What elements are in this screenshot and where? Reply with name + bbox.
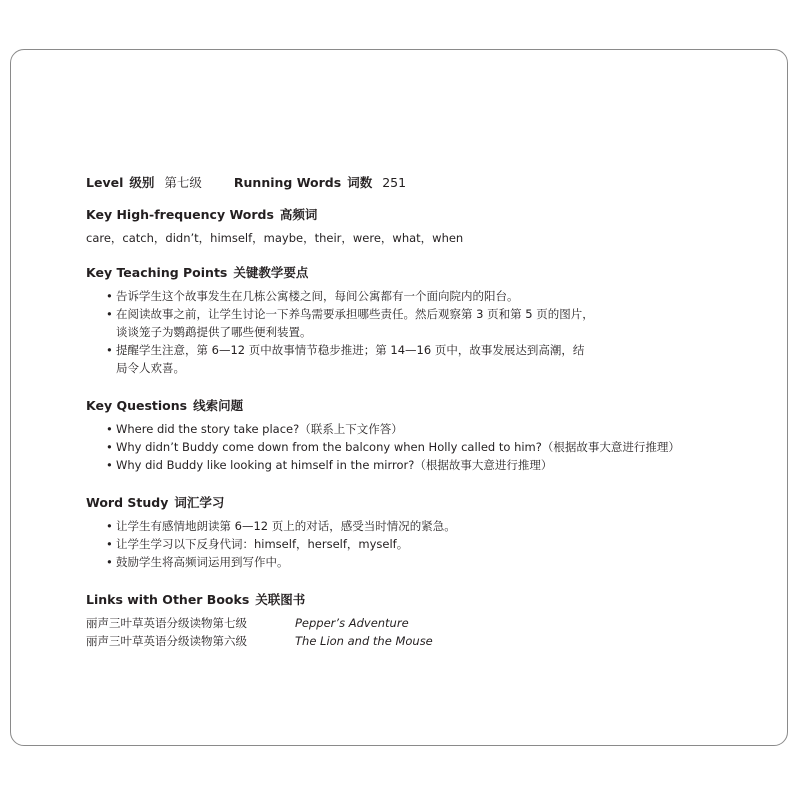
list-item-line: 告诉学生这个故事发生在几栋公寓楼之间，每间公寓都有一个面向院内的阳台。 bbox=[116, 289, 519, 303]
level-label-cn: 级别 bbox=[129, 175, 155, 190]
links-list bbox=[86, 614, 706, 650]
running-words-value: 251 bbox=[382, 175, 407, 190]
key-words-heading-cn: 高频词 bbox=[279, 207, 318, 222]
teaching-points-heading-cn: 关键教学要点 bbox=[233, 265, 309, 280]
bullet-dot: • bbox=[106, 343, 113, 357]
list-item bbox=[106, 517, 706, 535]
key-questions-heading-en: Key Questions bbox=[86, 398, 188, 413]
list-item bbox=[106, 438, 706, 456]
links-heading-en: Links with Other Books bbox=[86, 592, 250, 607]
list-item bbox=[106, 341, 706, 377]
list-item-line: 鼓励学生将高频词运用到写作中。 bbox=[116, 555, 289, 569]
bullet-dot: • bbox=[106, 440, 113, 454]
lesson-guide bbox=[86, 174, 706, 650]
teaching-points-heading bbox=[86, 264, 706, 282]
bullet-dot: • bbox=[106, 555, 113, 569]
book-title: Pepper’s Adventure bbox=[295, 616, 409, 630]
links-heading-cn: 关联图书 bbox=[255, 592, 306, 607]
word-study-list bbox=[86, 517, 706, 571]
bullet-dot: • bbox=[106, 307, 113, 321]
key-questions-section bbox=[86, 397, 706, 474]
list-item-line: Where did the story take place?（联系上下文作答） bbox=[116, 422, 403, 436]
key-words-section bbox=[86, 206, 706, 247]
level-value: 第七级 bbox=[164, 175, 202, 190]
list-item-line: 提醒学生注意，第 6—12 页中故事情节稳步推进；第 14—16 页中，故事发展达到高潮，结 bbox=[116, 343, 585, 357]
book-series: 丽声三叶草英语分级读物第七级 bbox=[86, 616, 247, 630]
teaching-points-heading-en: Key Teaching Points bbox=[86, 265, 228, 280]
key-questions-heading bbox=[86, 397, 706, 415]
bullet-dot: • bbox=[106, 519, 113, 533]
key-words-heading-en: Key High-frequency Words bbox=[86, 207, 274, 222]
list-item-line: 让学生有感情地朗读第 6—12 页上的对话，感受当时情况的紧急。 bbox=[116, 519, 456, 533]
bullet-dot: • bbox=[106, 537, 113, 551]
word-study-heading-en: Word Study bbox=[86, 495, 169, 510]
list-item bbox=[106, 420, 706, 438]
list-item bbox=[86, 614, 706, 632]
list-item bbox=[106, 535, 706, 553]
bullet-dot: • bbox=[106, 458, 113, 472]
list-item bbox=[106, 305, 706, 341]
list-item bbox=[106, 287, 706, 305]
running-words-label: Running Words bbox=[233, 175, 342, 190]
list-item-line: 局令人欢喜。 bbox=[116, 361, 185, 375]
teaching-points-section bbox=[86, 264, 706, 377]
links-section bbox=[86, 591, 706, 650]
key-words-list: care，catch，didn’t，himself，maybe，their，were，what，when bbox=[86, 231, 464, 245]
list-item bbox=[106, 553, 706, 571]
list-item-line: 谈谈笼子为鹦鹉提供了哪些便利装置。 bbox=[116, 325, 312, 339]
key-words-heading bbox=[86, 206, 706, 224]
running-words-label-cn: 词数 bbox=[347, 175, 373, 190]
bullet-dot: • bbox=[106, 422, 113, 436]
book-series: 丽声三叶草英语分级读物第六级 bbox=[86, 634, 247, 648]
book-title: The Lion and the Mouse bbox=[295, 634, 433, 648]
list-item-line: 在阅读故事之前，让学生讨论一下养鸟需要承担哪些责任。然后观察第 3 页和第 5 页的图片， bbox=[116, 307, 594, 321]
key-questions-heading-cn: 线索问题 bbox=[193, 398, 244, 413]
list-item-line: 让学生学习以下反身代词：himself，herself，myself。 bbox=[116, 537, 409, 551]
list-item bbox=[106, 456, 706, 474]
list-item bbox=[86, 632, 706, 650]
word-study-heading bbox=[86, 494, 706, 512]
list-item-line: Why didn’t Buddy come down from the balcony when Holly called to him?（根据故事大意进行推理） bbox=[116, 440, 680, 454]
word-study-heading-cn: 词汇学习 bbox=[174, 495, 225, 510]
teaching-points-list bbox=[86, 287, 706, 377]
word-study-section bbox=[86, 494, 706, 571]
links-heading bbox=[86, 591, 706, 609]
list-item-line: Why did Buddy like looking at himself in the mirror?（根据故事大意进行推理） bbox=[116, 458, 553, 472]
bullet-dot: • bbox=[106, 289, 113, 303]
key-questions-list bbox=[86, 420, 706, 474]
level-label: Level bbox=[86, 175, 124, 190]
level-row bbox=[86, 174, 706, 192]
